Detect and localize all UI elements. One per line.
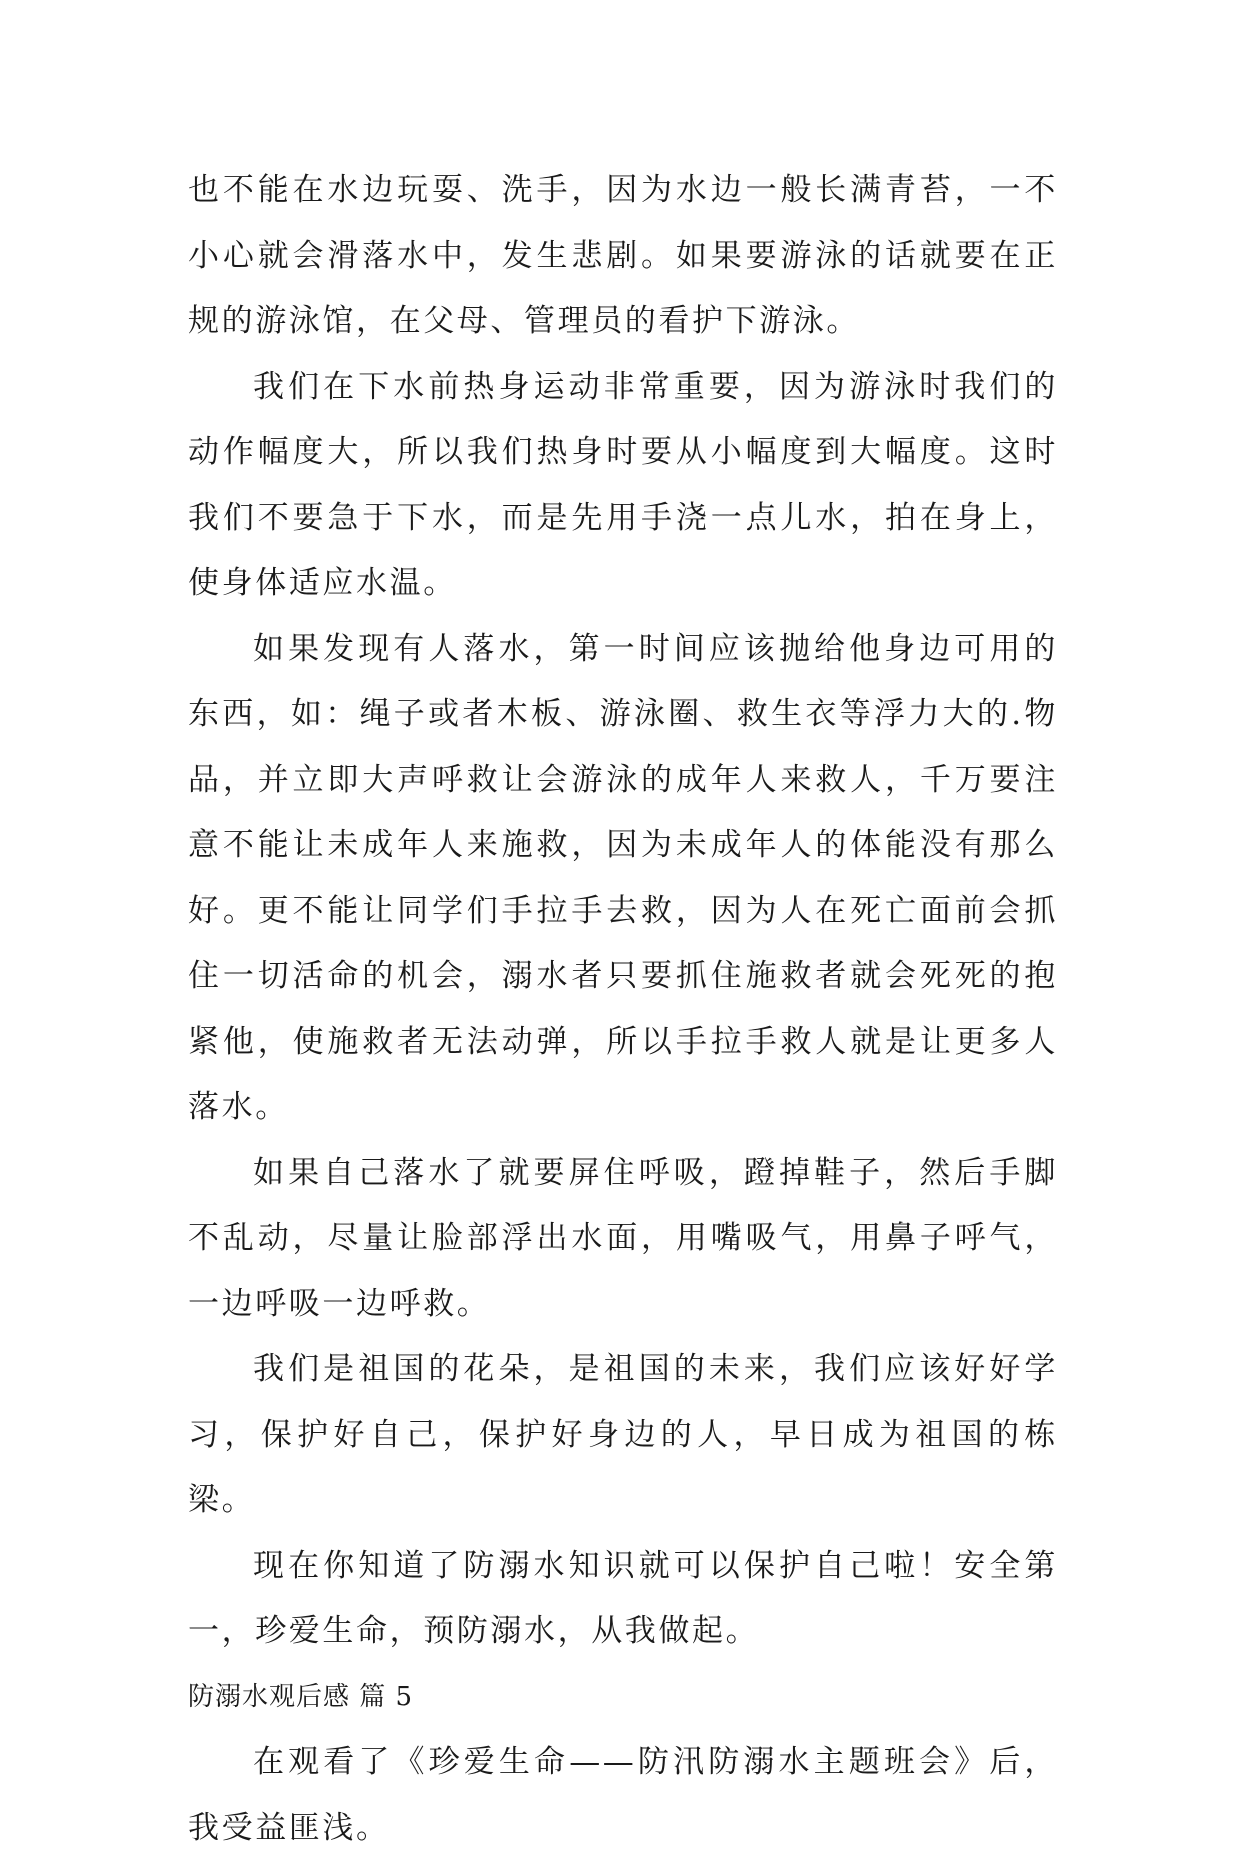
paragraph-2: 我们在下水前热身运动非常重要，因为游泳时我们的动作幅度大，所以我们热身时要从小幅度到大幅度。这时我们不要急于下水，而是先用手浇一点儿水，拍在身上，使身体适应水温。 [188,368,1058,601]
paragraph-3: 如果发现有人落水，第一时间应该抛给他身边可用的东西，如：绳子或者木板、游泳圈、救生衣等浮力大的.物品，并立即大声呼救让会游泳的成年人来救人，千万要注意不能让未成年人来施救，因为未成年人的体能没有那么好。更不能让同学们手拉手去救，因为人在死亡面前会抓住一切活命的机会，溺水者只要抓住施救者就会死死的抱紧他，使施救者无法动弹，所以手拉手救人就是让更多人落水。 [188,630,1058,1125]
closing-paragraph: 在观看了《珍爱生命——防汛防溺水主题班会》后，我受益匪浅。 [188,1744,1058,1846]
paragraph-6: 现在你知道了防溺水知识就可以保护自己啦！安全第一，珍爱生命，预防溺水，从我做起。 [188,1547,1058,1649]
paragraph-5: 我们是祖国的花朵，是祖国的未来，我们应该好好学习，保护好自己，保护好身边的人，早日成为祖国的栋梁。 [188,1351,1058,1518]
section-heading: 防溺水观后感 篇 5 [188,1681,414,1712]
paragraph-1: 也不能在水边玩耍、洗手，因为水边一般长满青苔，一不小心就会滑落水中，发生悲剧。如果要游泳的话就要在正规的游泳馆，在父母、管理员的看护下游泳。 [188,172,1058,339]
document-body [188,158,1058,1861]
paragraph-4: 如果自己落水了就要屏住呼吸，蹬掉鞋子，然后手脚不乱动，尽量让脸部浮出水面，用嘴吸气，用鼻子呼气，一边呼吸一边呼救。 [188,1154,1058,1322]
